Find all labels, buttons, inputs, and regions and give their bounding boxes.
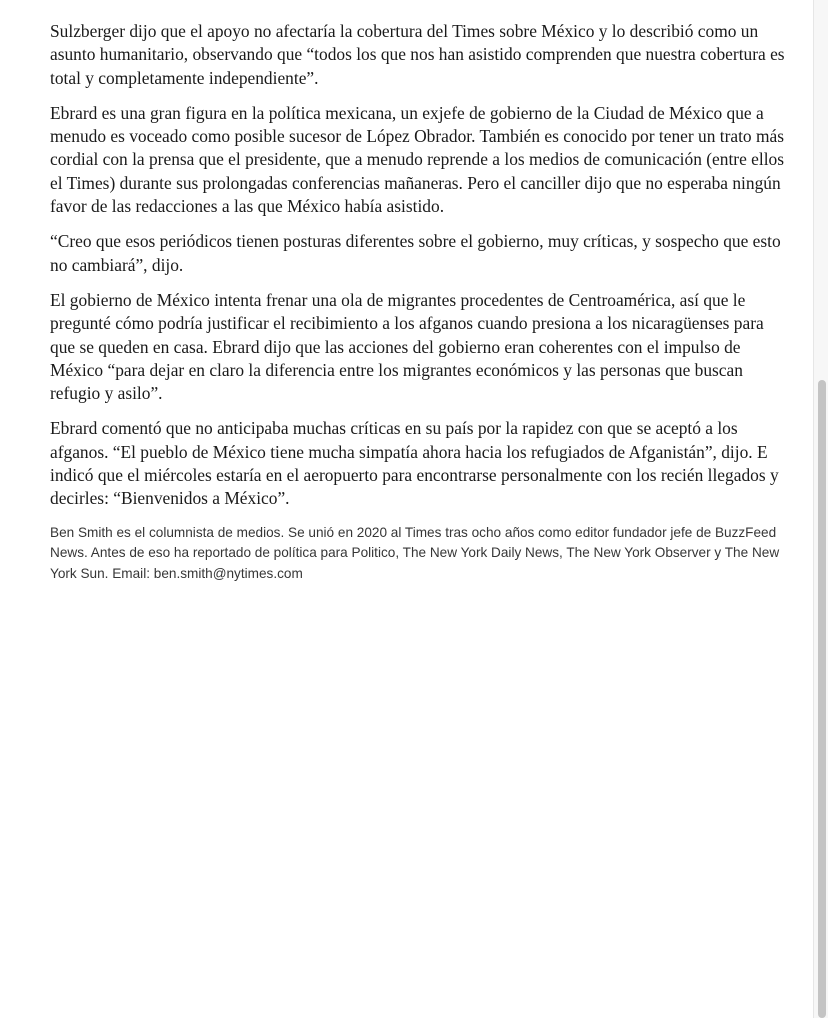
article-paragraph-3: “Creo que esos periódicos tienen posturas diferentes sobre el gobierno, muy críticas, y sospecho que esto no cambiará”, dijo.: [50, 231, 781, 275]
author-bio: Ben Smith es el columnista de medios. Se unió en 2020 al Times tras ocho años como editor fundador jefe de BuzzFeed News. Antes de eso ha reportado de política para Politico, The New York Daily News, The New York Observer y The New York Sun. Email: ben.smith@nytimes.com: [50, 524, 780, 581]
scrollbar-thumb[interactable]: [818, 380, 826, 1018]
article-paragraph-4: El gobierno de México intenta frenar una ola de migrantes procedentes de Centroamérica, así que le pregunté cómo podría justificar el recibimiento a los afganos cuando presiona a los nicaragüenses para que se queden en casa. Ebrard dijo que las acciones del gobierno eran coherentes con el impulso de México “para dejar en claro la diferencia entre los migrantes económicos y las personas que buscan refugio y asilo”.: [50, 289, 764, 404]
article-paragraph-5: Ebrard comentó que no anticipaba muchas críticas en su país por la rapidez con que se aceptó a los afganos. “El pueblo de México tiene mucha simpatía ahora hacia los refugiados de Afganistán”, dijo. E indicó que el miércoles estaría en el aeropuerto para encontrarse personalmente con los recién llegados y decirles: “Bienvenidos a México”.: [50, 418, 779, 509]
article-paragraph-2: Ebrard es una gran figura en la política mexicana, un exjefe de gobierno de la Ciudad de México que a menudo es voceado como posible sucesor de López Obrador. También es conocido por tener un trato más cordial con la prensa que el presidente, que a menudo reprende a los medios de comunicación (entre ellos el Times) durante sus prolongadas conferencias mañaneras. Pero el canciller dijo que no esperaba ningún favor de las redacciones a las que México había asistido.: [50, 102, 784, 217]
article-paragraph-1: Sulzberger dijo que el apoyo no afectaría la cobertura del Times sobre México y lo describió como un asunto humanitario, observando que “todos los que nos han asistido comprenden que nuestra cobertura es total y completamente independiente”.: [50, 21, 785, 88]
vertical-scrollbar[interactable]: [813, 0, 828, 1018]
article-body: [50, 20, 790, 584]
